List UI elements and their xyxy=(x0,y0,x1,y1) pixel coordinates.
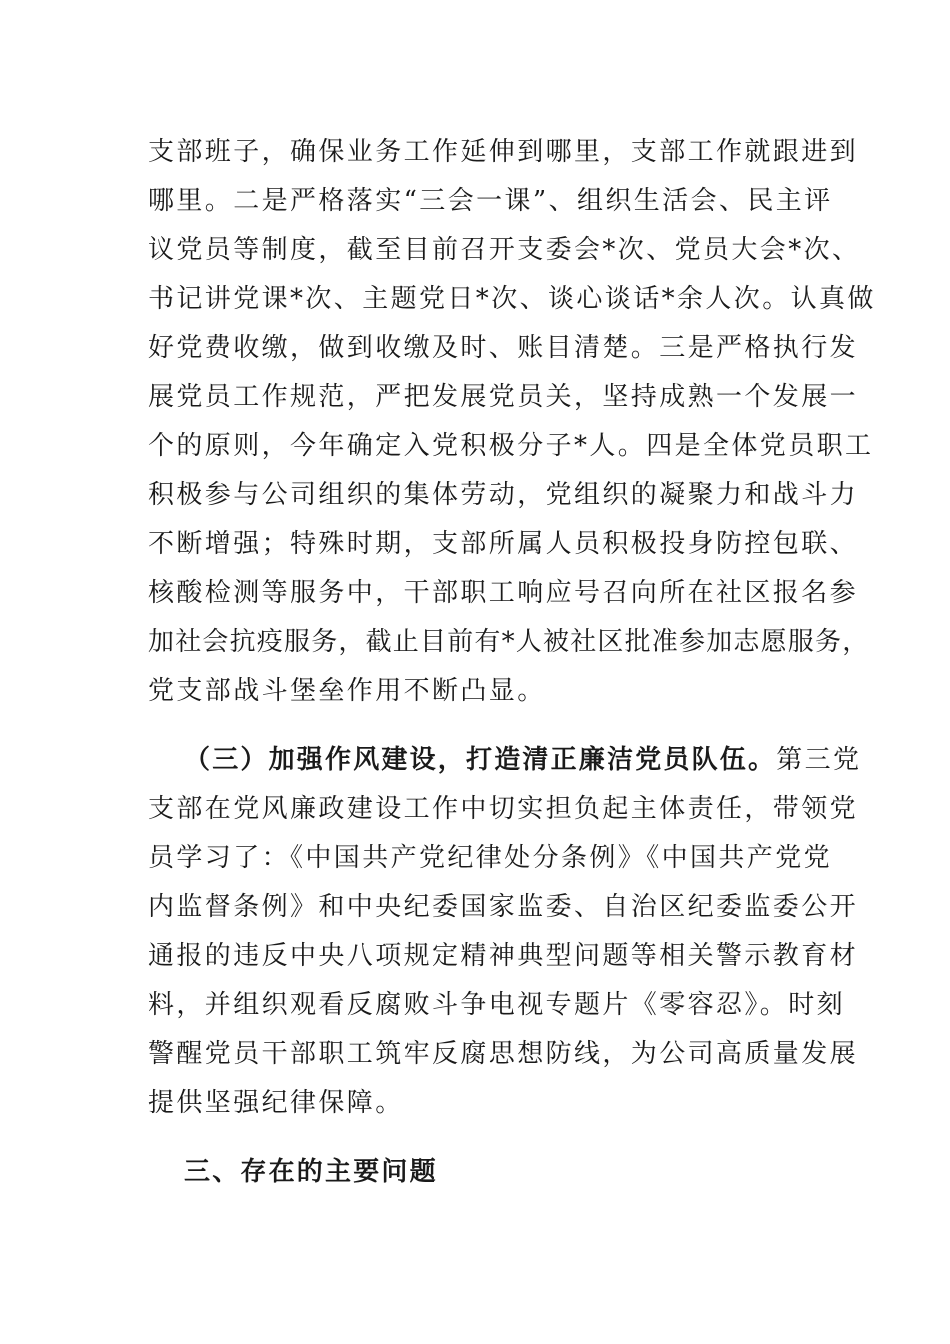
paragraph-line: 哪里。二是严格落实“三会一课”、组织生活会、民主评 xyxy=(148,186,833,216)
paragraph-line: 书记讲党课*次、主题党日*次、谈心谈话*余人次。认真做 xyxy=(148,284,876,314)
paragraph-line: 通报的违反中央八项规定精神典型问题等相关警示教育材 xyxy=(148,941,859,971)
paragraph-line: 警醒党员干部职工筑牢反腐思想防线，为公司高质量发展 xyxy=(148,1039,859,1069)
paragraph-line: 加社会抗疫服务，截止目前有*人被社区批准参加志愿服务， xyxy=(148,627,870,657)
section-heading: 三、存在的主要问题 xyxy=(184,1157,438,1187)
paragraph-line: 不断增强；特殊时期，支部所属人员积极投身防控包联、 xyxy=(148,529,859,559)
subsection-first-line xyxy=(184,740,862,780)
paragraph-line: 核酸检测等服务中，干部职工响应号召向所在社区报名参 xyxy=(148,578,859,608)
paragraph-line: 好党费收缴，做到收缴及时、账目清楚。三是严格执行发 xyxy=(148,333,859,363)
paragraph-line: 党支部战斗堡垒作用不断凸显。 xyxy=(148,676,546,706)
paragraph-line: 支部在党风廉政建设工作中切实担负起主体责任，带领党 xyxy=(148,794,859,824)
paragraph-line: 提供坚强纪律保障。 xyxy=(148,1088,404,1118)
paragraph-line: 个的原则，今年确定入党积极分子*人。四是全体党员职工 xyxy=(148,431,874,461)
paragraph-line: 内监督条例》和中央纪委国家监委、自治区纪委监委公开 xyxy=(148,892,859,922)
subsection-text-start: 第三党 xyxy=(776,745,862,775)
paragraph-line: 料，并组织观看反腐败斗争电视专题片《零容忍》。时刻 xyxy=(148,990,846,1020)
paragraph-line: 积极参与公司组织的集体劳动，党组织的凝聚力和战斗力 xyxy=(148,480,859,510)
paragraph-line: 员学习了：《中国共产党纪律处分条例》《中国共产党党 xyxy=(148,843,833,873)
paragraph-line: 议党员等制度，截至目前召开支委会*次、党员大会*次、 xyxy=(148,235,861,265)
paragraph-line: 支部班子，确保业务工作延伸到哪里，支部工作就跟进到 xyxy=(148,137,859,167)
paragraph-line: 展党员工作规范，严把发展党员关，坚持成熟一个发展一 xyxy=(148,382,859,412)
subsection-heading: （三）加强作风建设，打造清正廉洁党员队伍。 xyxy=(184,745,777,775)
